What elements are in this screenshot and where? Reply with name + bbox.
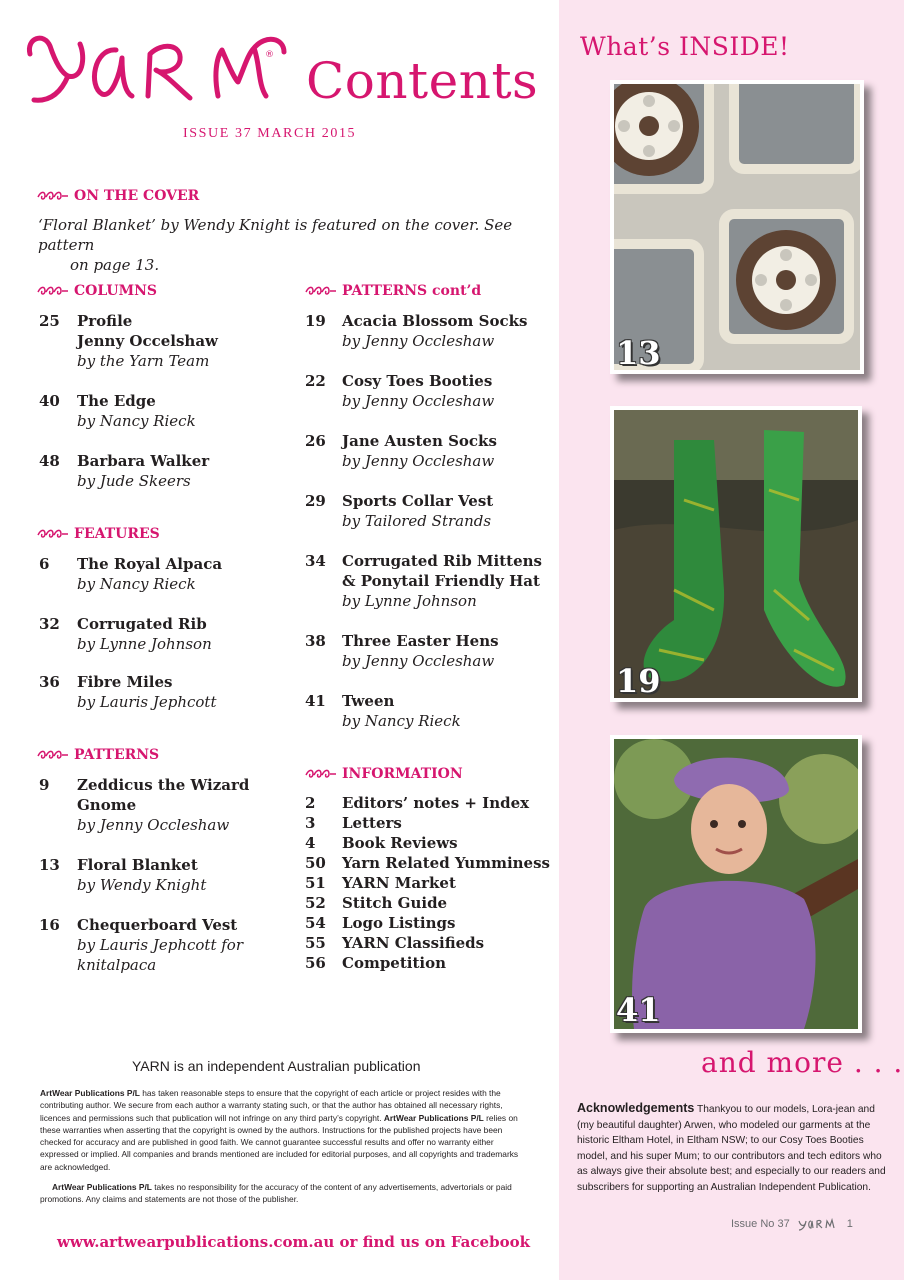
info-title: Stitch Guide [342,894,448,912]
yarn-swirl-icon [305,286,337,296]
issue-number: Issue No 37 [731,1218,790,1230]
registered-mark: ® [265,50,274,60]
company-name: ArtWear Publications P/L [383,1112,484,1123]
legal-text-2: takes no responsibility for the accuracy of the content of any advertisements, advertorials or paid promotions. Any claims and statements are not those of the publisher. [40,1182,512,1205]
legal-notice [40,1087,532,1206]
entry-author: by Nancy Rieck [77,412,196,430]
section-heading-label: PATTERNS [74,747,160,763]
issue-date: ISSUE 37 MARCH 2015 [183,126,357,141]
page-number: 32 [39,615,60,633]
section-heading-label: ON THE COVER [74,188,200,204]
entry-author: by Jenny Occleshaw [342,652,495,670]
yarn-swirl-icon [37,191,69,201]
info-item[interactable] [305,833,555,853]
entry-title: Sports Collar Vest [342,492,494,510]
page-number: 40 [39,392,60,410]
section-heading-patterns [37,747,159,763]
page-number: 4 [305,834,316,852]
page-number: 9 [39,776,50,794]
legal-text-1a: has taken reasonable steps to ensure that the copyright of each article or project resides with the contributing author. We secure from each author a warranty stating such, or that the author has obtained all necessary rights, licences and permissions such that publication will not infringe on any third party’s copyright. [40,1088,503,1123]
page-footer [731,1217,853,1231]
page-number: 29 [305,492,326,510]
section-heading-information [305,766,463,782]
entry-title: Cosy Toes Booties [342,372,493,390]
page-number: 26 [305,432,326,450]
green-socks-image [614,410,858,698]
page-number: 25 [39,312,60,330]
information-list [305,793,555,973]
info-item[interactable] [305,893,555,913]
entry-author: by Jenny Occleshaw [342,452,495,470]
page-number: 41 [305,692,326,710]
entry-author: by Nancy Rieck [342,712,461,730]
section-heading-label: PATTERNS cont’d [342,283,482,299]
info-item[interactable] [305,933,555,953]
yarn-swirl-icon [305,769,337,779]
entry-author-cont: knitalpaca [77,956,157,974]
info-item[interactable] [305,853,555,873]
info-title: Editors’ notes + Index [342,794,530,812]
info-item[interactable] [305,813,555,833]
entry-title: Tween [342,692,395,710]
page-number-footer: 1 [846,1218,853,1230]
entry-author: by Lynne Johnson [77,635,212,653]
website-link[interactable]: www.artwearpublications.com.au or find us on Facebook [57,1233,530,1251]
page-number: 2 [305,794,316,812]
page-title: Contents [306,52,539,110]
info-title: Book Reviews [342,834,458,852]
entry-author: by Lynne Johnson [342,592,477,610]
acknowledgements-heading: Acknowledgements [577,1101,695,1115]
info-title: Logo Listings [342,914,456,932]
entry-author: by Jenny Occleshaw [342,332,495,350]
photo-page-label: 19 [616,662,661,700]
company-name: ArtWear Publications P/L [40,1088,140,1098]
yarn-logo [22,24,292,114]
and-more-text: and more . . . [701,1046,904,1079]
section-heading-label: FEATURES [74,526,160,542]
entry-title: Floral Blanket [77,856,198,874]
yarn-swirl-icon [37,286,69,296]
entry-title: Jane Austen Socks [342,432,497,450]
entry-author: by Tailored Strands [342,512,492,530]
page-number: 16 [39,916,60,934]
entry-title-cont: & Ponytail Friendly Hat [342,572,540,590]
section-heading-features [37,526,160,542]
info-item[interactable] [305,913,555,933]
entry-title: The Edge [77,392,156,410]
company-name: ArtWear Publications P/L [52,1182,152,1193]
entry-author: by Nancy Rieck [77,575,196,593]
entry-author: by Lauris Jephcott for [77,936,244,954]
entry-title: Corrugated Rib [77,615,207,633]
info-title: YARN Classifieds [342,934,485,952]
page-number: 50 [305,854,326,872]
entry-title-cont: Jenny Occelshaw [77,332,218,350]
page-number: 19 [305,312,326,330]
entry-title: Fibre Miles [77,673,173,691]
info-title: Yarn Related Yumminess [342,854,550,872]
page-number: 22 [305,372,326,390]
legal-text-1b: relies on these warranties when asserting that the copyright is owned by the authors. Instructions for the published projects have been checked for accuracy and are published in good faith. We cannot guarantee successful results and offer no warranty either expressed or implied. All companies and brands mentioned are included for editorial purposes, and all copyrights and trademarks are acknowledged. [40,1112,519,1172]
entry-title: Acacia Blossom Socks [342,312,528,330]
photo-page-label: 13 [616,334,661,372]
section-heading-patterns-contd [305,283,481,299]
entry-author: by Jenny Occleshaw [77,816,230,834]
page-number: 38 [305,632,326,650]
section-heading-columns [37,283,157,299]
entry-author: by Jude Skeers [77,472,191,490]
info-title: Competition [342,954,447,972]
purple-sweater-image [614,739,858,1029]
entry-title: Chequerboard Vest [77,916,238,934]
photo-green-socks[interactable] [610,406,862,702]
section-heading-cover [37,188,199,204]
page-number: 55 [305,934,326,952]
photo-floral-blanket[interactable] [610,80,864,374]
yarn-swirl-icon [37,750,69,760]
info-item[interactable] [305,793,555,813]
section-heading-label: INFORMATION [342,766,463,782]
page-number: 34 [305,552,326,570]
entry-title-cont: Gnome [77,796,137,814]
page-number: 52 [305,894,326,912]
cover-description [38,215,538,275]
entry-title: Three Easter Hens [342,632,499,650]
info-title: Letters [342,814,402,832]
yarn-mini-logo [797,1217,837,1231]
entry-title: Corrugated Rib Mittens [342,552,542,570]
photo-purple-sweater[interactable] [610,735,862,1033]
acknowledgements [577,1101,889,1195]
entry-title: The Royal Alpaca [77,555,223,573]
entry-author: by Jenny Occleshaw [342,392,495,410]
info-title: YARN Market [342,874,456,892]
entry-author: by Lauris Jephcott [77,693,217,711]
page-number: 54 [305,914,326,932]
yarn-swirl-icon [37,529,69,539]
whats-inside-heading: What’s INSIDE! [580,32,790,61]
section-heading-label: COLUMNS [74,283,158,299]
entry-author: by Wendy Knight [77,876,207,894]
page-number: 51 [305,874,326,892]
info-item[interactable] [305,953,555,973]
info-item[interactable] [305,873,555,893]
page-number: 48 [39,452,60,470]
photo-page-label: 41 [616,991,661,1029]
page-number: 36 [39,673,60,691]
acknowledgements-text: Thankyou to our models, Lora-jean and (my beautiful daughter) Arwen, who modeled our garments at the historic Eltham Hotel, in Eltham NSW; to our Cosy Toes Booties model, and his super Mum; to our contributors and tech editors who as always give their absolute best; and especially to our readers and subscribers for supporting an Australian Independent Publication. [577,1104,886,1193]
independent-statement: YARN is an independent Australian publication [132,1058,421,1074]
page-number: 56 [305,954,326,972]
floral-blanket-image [614,84,860,370]
entry-title: Barbara Walker [77,452,210,470]
cover-line-1: ‘Floral Blanket’ by Wendy Knight is featured on the cover. See pattern [38,216,513,254]
page-number: 6 [39,555,50,573]
page-number: 13 [39,856,60,874]
entry-author: by the Yarn Team [77,352,210,370]
entry-title: Profile [77,312,133,330]
page-number: 3 [305,814,316,832]
cover-line-2: on page 13. [70,256,160,274]
entry-title: Zeddicus the Wizard [77,776,250,794]
